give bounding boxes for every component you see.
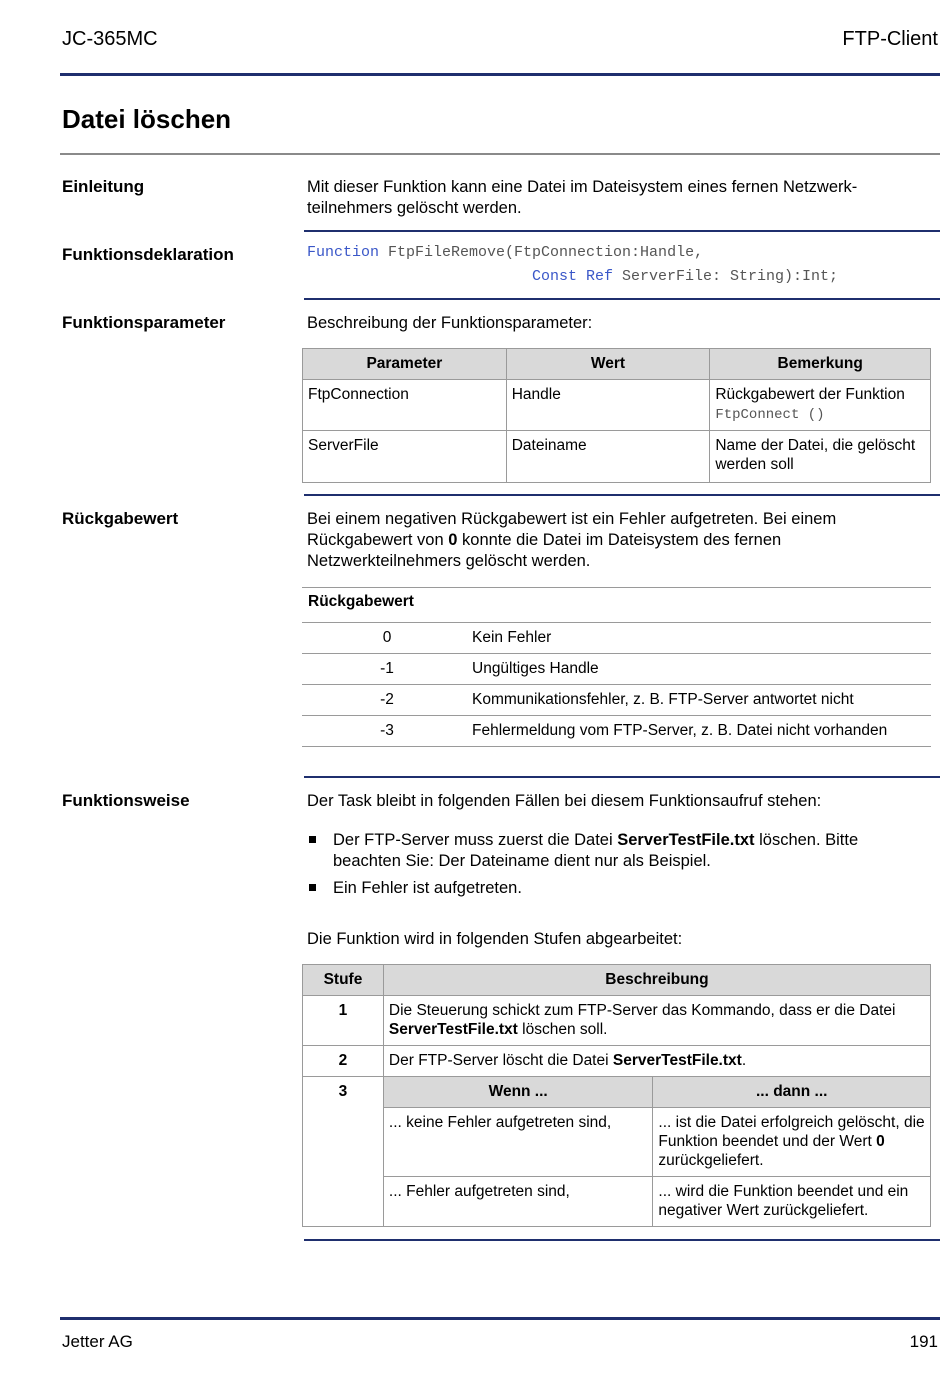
- declaration-signature: FtpFileRemove(FtpConnection:Handle,: [379, 244, 704, 261]
- text-part: Bei einem negativen Rückgabewert ist ein Fehler aufgetreten. Bei einem Rückgabewert von: [307, 510, 837, 549]
- einleitung-text: Mit dieser Funktion kann eine Datei im Dateisystem eines fernen Netzwerk-teilnehmers gelöscht werden.: [307, 178, 858, 217]
- return-code: 0: [302, 623, 472, 654]
- text-part: .: [741, 1052, 747, 1069]
- param-remark: Name der Datei, die gelöscht werden soll: [710, 431, 931, 483]
- table-row: [303, 1046, 931, 1077]
- header-rule: [60, 73, 940, 76]
- text-part: konnte die Datei im Dateisystem des fernen Netzwerkteilnehmers gelöscht werden.: [307, 531, 782, 570]
- table-row: [303, 996, 931, 1046]
- footer-rule: [60, 1317, 940, 1320]
- separator: [304, 1239, 940, 1241]
- table-row: [302, 716, 931, 747]
- text-part: löschen soll.: [517, 1021, 608, 1038]
- table-row: [302, 623, 931, 654]
- return-desc: Ungültiges Handle: [472, 654, 931, 685]
- header-product: JC-365MC: [62, 28, 158, 50]
- stufen-table: [302, 964, 931, 1227]
- declaration-param: ServerFile: String):Int;: [613, 268, 839, 285]
- separator: [304, 494, 940, 496]
- table-row: [302, 654, 931, 685]
- return-desc: Fehlermeldung vom FTP-Server, z. B. Datei nicht vorhanden: [472, 716, 931, 747]
- column-header: Stufe: [303, 965, 384, 996]
- param-name: FtpConnection: [303, 380, 507, 431]
- table-rule: [302, 587, 931, 588]
- text-part: Der FTP-Server löscht die Datei: [388, 1052, 613, 1069]
- header-chapter: FTP-Client: [842, 28, 938, 50]
- text-part: ... ist die Datei erfolgreich gelöscht, die Funktion beendet und der Wert: [658, 1114, 925, 1150]
- column-header: Parameter: [303, 349, 507, 380]
- result-cell: [653, 1108, 931, 1177]
- table-row: [303, 1177, 931, 1227]
- return-desc: Kein Fehler: [472, 623, 931, 654]
- bullet-square-icon: [309, 836, 316, 843]
- remark-text: Rückgabewert der Funktion: [715, 386, 905, 403]
- column-header: Wert: [506, 349, 710, 380]
- text-part: Ein Fehler ist aufgetreten.: [333, 879, 522, 897]
- text-part: zurückgeliefert.: [658, 1152, 764, 1169]
- funktionsweise-intro: Der Task bleibt in folgenden Fällen bei diesem Funktionsaufruf stehen:: [307, 792, 822, 810]
- text-bold: ServerTestFile.txt: [388, 1021, 518, 1038]
- list-item: [307, 830, 927, 872]
- table-row: [303, 1108, 931, 1177]
- separator: [304, 298, 940, 300]
- rueckgabe-table-header: Rückgabewert: [308, 593, 414, 610]
- parameter-intro: Beschreibung der Funktionsparameter:: [307, 314, 593, 332]
- page-number: 191: [909, 1332, 938, 1351]
- footer-company: Jetter AG: [62, 1332, 133, 1351]
- step-number: 2: [303, 1046, 384, 1077]
- table-row: [303, 380, 931, 431]
- condition-cell: ... keine Fehler aufgetreten sind,: [383, 1108, 653, 1177]
- separator: [304, 776, 940, 778]
- remark-code: FtpConnect (): [715, 407, 825, 423]
- keyword-const-ref: Const Ref: [532, 268, 614, 285]
- text-part: Die Steuerung schickt zum FTP-Server das Kommando, dass er die Datei: [388, 1002, 896, 1019]
- table-row: [302, 685, 931, 716]
- text-bold: 0: [448, 531, 458, 549]
- column-header: Bemerkung: [710, 349, 931, 380]
- label-rueckgabewert: Rückgabewert: [62, 509, 179, 528]
- list-item: [307, 878, 927, 899]
- return-code: -3: [302, 716, 472, 747]
- table-row: [303, 431, 931, 483]
- step-number: 1: [303, 996, 384, 1046]
- param-value: Dateiname: [506, 431, 710, 483]
- condition-cell: ... Fehler aufgetreten sind,: [383, 1177, 653, 1227]
- label-funktionsdeklaration: Funktionsdeklaration: [62, 245, 234, 264]
- rueckgabe-text: [307, 509, 927, 572]
- text-bold: 0: [876, 1133, 885, 1150]
- separator: [304, 230, 940, 232]
- stufen-intro: Die Funktion wird in folgenden Stufen abgearbeitet:: [307, 930, 683, 948]
- return-desc: Kommunikationsfehler, z. B. FTP-Server antwortet nicht: [472, 685, 931, 716]
- step-description: [383, 1046, 930, 1077]
- return-code: -2: [302, 685, 472, 716]
- label-funktionsparameter: Funktionsparameter: [62, 313, 226, 332]
- text-part: löschen. Bitte beachten Sie: Der Dateiname dient nur als Beispiel.: [333, 831, 859, 870]
- param-name: ServerFile: [303, 431, 507, 483]
- title-rule: [60, 153, 940, 155]
- label-funktionsweise: Funktionsweise: [62, 791, 190, 810]
- parameter-table: [302, 348, 931, 483]
- column-header: Beschreibung: [383, 965, 930, 996]
- label-einleitung: Einleitung: [62, 177, 145, 196]
- rueckgabe-table: [302, 622, 931, 747]
- declaration-line-2: [532, 268, 838, 285]
- param-value: Handle: [506, 380, 710, 431]
- step-description: [383, 996, 930, 1046]
- table-row: [303, 1077, 931, 1108]
- param-remark: [710, 380, 931, 431]
- sub-header: ... dann ...: [653, 1077, 931, 1108]
- text-part: Der FTP-Server muss zuerst die Datei: [333, 831, 618, 849]
- page-title: Datei löschen: [62, 104, 232, 134]
- text-bold: ServerTestFile.txt: [612, 1052, 742, 1069]
- declaration-line-1: [307, 244, 703, 261]
- bullet-list: [307, 830, 927, 905]
- return-code: -1: [302, 654, 472, 685]
- text-bold: ServerTestFile.txt: [617, 831, 755, 849]
- keyword-function: Function: [307, 244, 380, 261]
- sub-header: Wenn ...: [383, 1077, 653, 1108]
- bullet-square-icon: [309, 884, 316, 891]
- step-number: 3: [303, 1077, 384, 1227]
- result-cell: ... wird die Funktion beendet und ein negativer Wert zurückgeliefert.: [653, 1177, 931, 1227]
